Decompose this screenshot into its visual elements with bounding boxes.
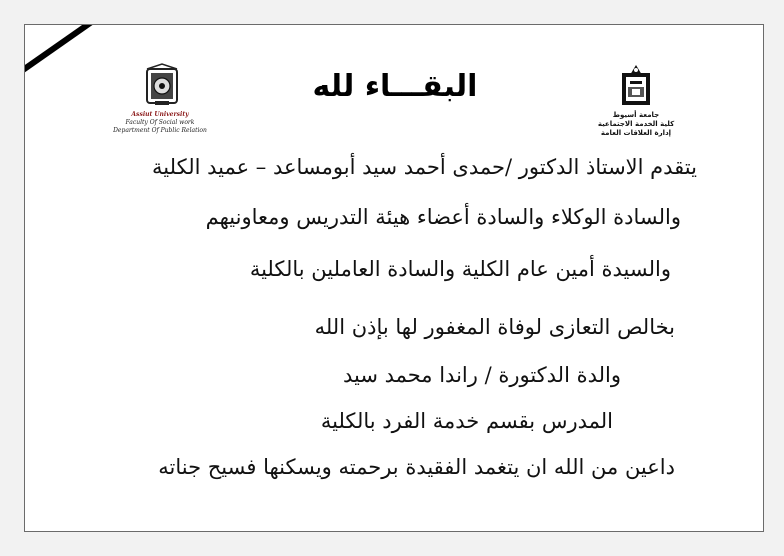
body-line-1: يتقدم الاستاذ الدكتور /حمدى أحمد سيد أبومساعد – عميد الكلية [152,155,697,179]
body-line-7: داعين من الله ان يتغمد الفقيدة برحمته ويسكنها فسيح جناته [158,455,675,479]
condolence-heading: البقـــاء لله [312,69,478,104]
university-logo [619,63,653,109]
body-line-6: المدرس بقسم خدمة الفرد بالكلية [320,409,613,433]
faculty-name-line: Faculty Of Social work [125,119,195,126]
body-line-5: والدة الدكتورة / راندا محمد سيد [342,363,621,387]
department-name-line: Department Of Public Relation [113,127,207,134]
body-line-2: والسادة الوكلاء والسادة أعضاء هيئة التدريس ومعاونيهم [205,205,681,229]
university-name-line: Assiut University [131,111,189,118]
condolence-sheet [24,24,764,532]
mourning-ribbon [24,24,107,86]
faculty-logo [141,63,183,109]
university-name-ar: جامعة أسيوط [612,111,660,119]
body-line-4: بخالص التعازى لوفاة المغفور لها بإذن الله [314,315,675,339]
body-line-3: والسيدة أمين عام الكلية والسادة العاملين بالكلية [249,257,671,281]
faculty-name-ar: كلية الخدمة الاجتماعية [597,120,675,128]
university-name-arabic [577,111,695,138]
university-name-english [95,111,225,135]
department-name-ar: إدارة العلاقات العامة [600,129,672,137]
